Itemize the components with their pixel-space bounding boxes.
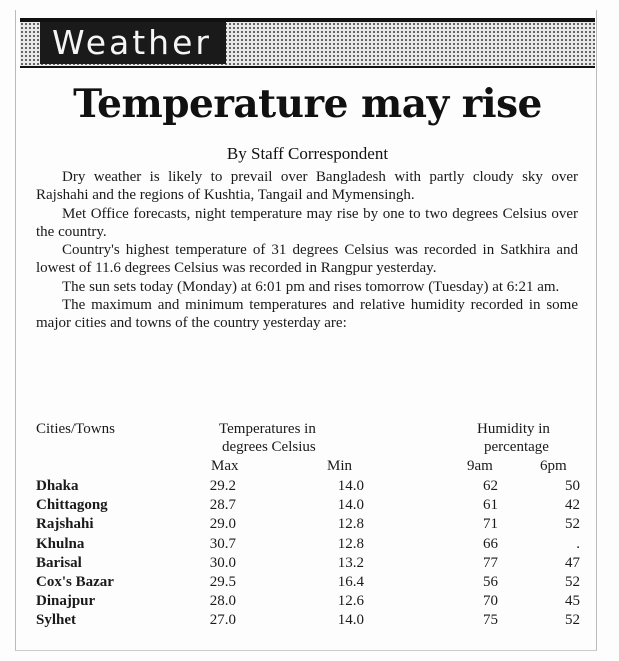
humidity-9am: 61 (483, 497, 498, 514)
city-name: Rajshahi (36, 516, 94, 533)
humidity-9am: 70 (483, 593, 498, 610)
city-name: Khulna (36, 535, 85, 552)
headline: Temperature may rise (73, 81, 542, 127)
humidity-6pm: 52 (565, 574, 580, 590)
temperature-header-line1: Temperatures in (219, 421, 316, 437)
min-temp: 12.8 (337, 535, 364, 552)
humidity-9am: 77 (483, 554, 498, 571)
city-name: Sylhet (36, 612, 77, 629)
humidity-6pm: 45 (565, 593, 580, 610)
article-body (36, 168, 578, 333)
paragraph: Dry weather is likely to prevail over Bangladesh with partly cloudy sky over Rajshahi and the regions of Kushtia, Tangail and Mymensingh. (36, 169, 578, 204)
paragraph: The maximum and minimum temperatures and relative humidity recorded in some major cities and towns of the country yesterday are: (36, 297, 578, 332)
max-temp: 30.7 (209, 535, 236, 552)
min-temp: 14.0 (337, 612, 364, 629)
min-temp: 12.6 (337, 593, 364, 610)
table-row (36, 536, 584, 555)
humidity-9am: 75 (483, 612, 498, 629)
humidity-9am: 71 (483, 516, 498, 533)
table-row (36, 593, 584, 612)
table-row (36, 555, 584, 574)
paragraph: Country's highest temperature of 31 degrees Celsius was recorded in Satkhira and lowest of 11.6 degrees Celsius was recorded in Rangpur yesterday. (36, 242, 578, 277)
humidity-9am: 66 (483, 535, 498, 552)
humidity-6pm: 50 (565, 478, 580, 494)
max-temp: 30.0 (209, 554, 236, 571)
min-temp: 14.0 (337, 478, 364, 494)
humidity-9am: 56 (483, 574, 498, 590)
min-temp: 16.4 (337, 574, 364, 590)
table-row (36, 612, 584, 631)
six-pm-subheader: 6pm (540, 458, 567, 474)
humidity-6pm: 42 (565, 497, 580, 514)
max-temp: 29.5 (209, 574, 236, 590)
paragraph: Met Office forecasts, night temperature may rise by one to two degrees Celsius over the country. (36, 205, 578, 240)
max-temp: 29.0 (209, 516, 236, 533)
humidity-header-line1: Humidity in (477, 421, 550, 437)
humidity-9am: 62 (483, 478, 498, 494)
max-subheader: Max (211, 458, 239, 474)
table-row (36, 478, 584, 497)
min-temp: 14.0 (337, 497, 364, 514)
city-name: Dhaka (36, 478, 79, 494)
max-temp: 29.2 (209, 478, 236, 494)
city-name: Chittagong (36, 497, 108, 514)
max-temp: 27.0 (209, 612, 236, 629)
table-row (36, 516, 584, 535)
section-label: Weather (40, 22, 226, 64)
city-name: Dinajpur (36, 593, 96, 610)
byline: By Staff Correspondent (226, 144, 389, 163)
nine-am-subheader: 9am (467, 458, 493, 474)
humidity-6pm: 52 (565, 612, 580, 629)
min-temp: 12.8 (337, 516, 364, 533)
humidity-header-line2: percentage (484, 439, 549, 455)
city-name: Cox's Bazar (36, 574, 114, 590)
humidity-6pm: 52 (565, 516, 580, 533)
humidity-6pm: 47 (565, 554, 580, 571)
min-subheader: Min (327, 458, 353, 474)
min-temp: 13.2 (337, 554, 364, 571)
paragraph: The sun sets today (Monday) at 6:01 pm and rises tomorrow (Tuesday) at 6:21 am. (62, 278, 560, 295)
cities-header: Cities/Towns (36, 421, 115, 437)
max-temp: 28.0 (209, 593, 236, 610)
table-row (36, 574, 584, 593)
max-temp: 28.7 (209, 497, 236, 514)
humidity-6pm: . (576, 535, 580, 552)
city-name: Barisal (36, 554, 82, 571)
temperature-header-line2: degrees Celsius (222, 439, 316, 455)
table-row (36, 497, 584, 516)
